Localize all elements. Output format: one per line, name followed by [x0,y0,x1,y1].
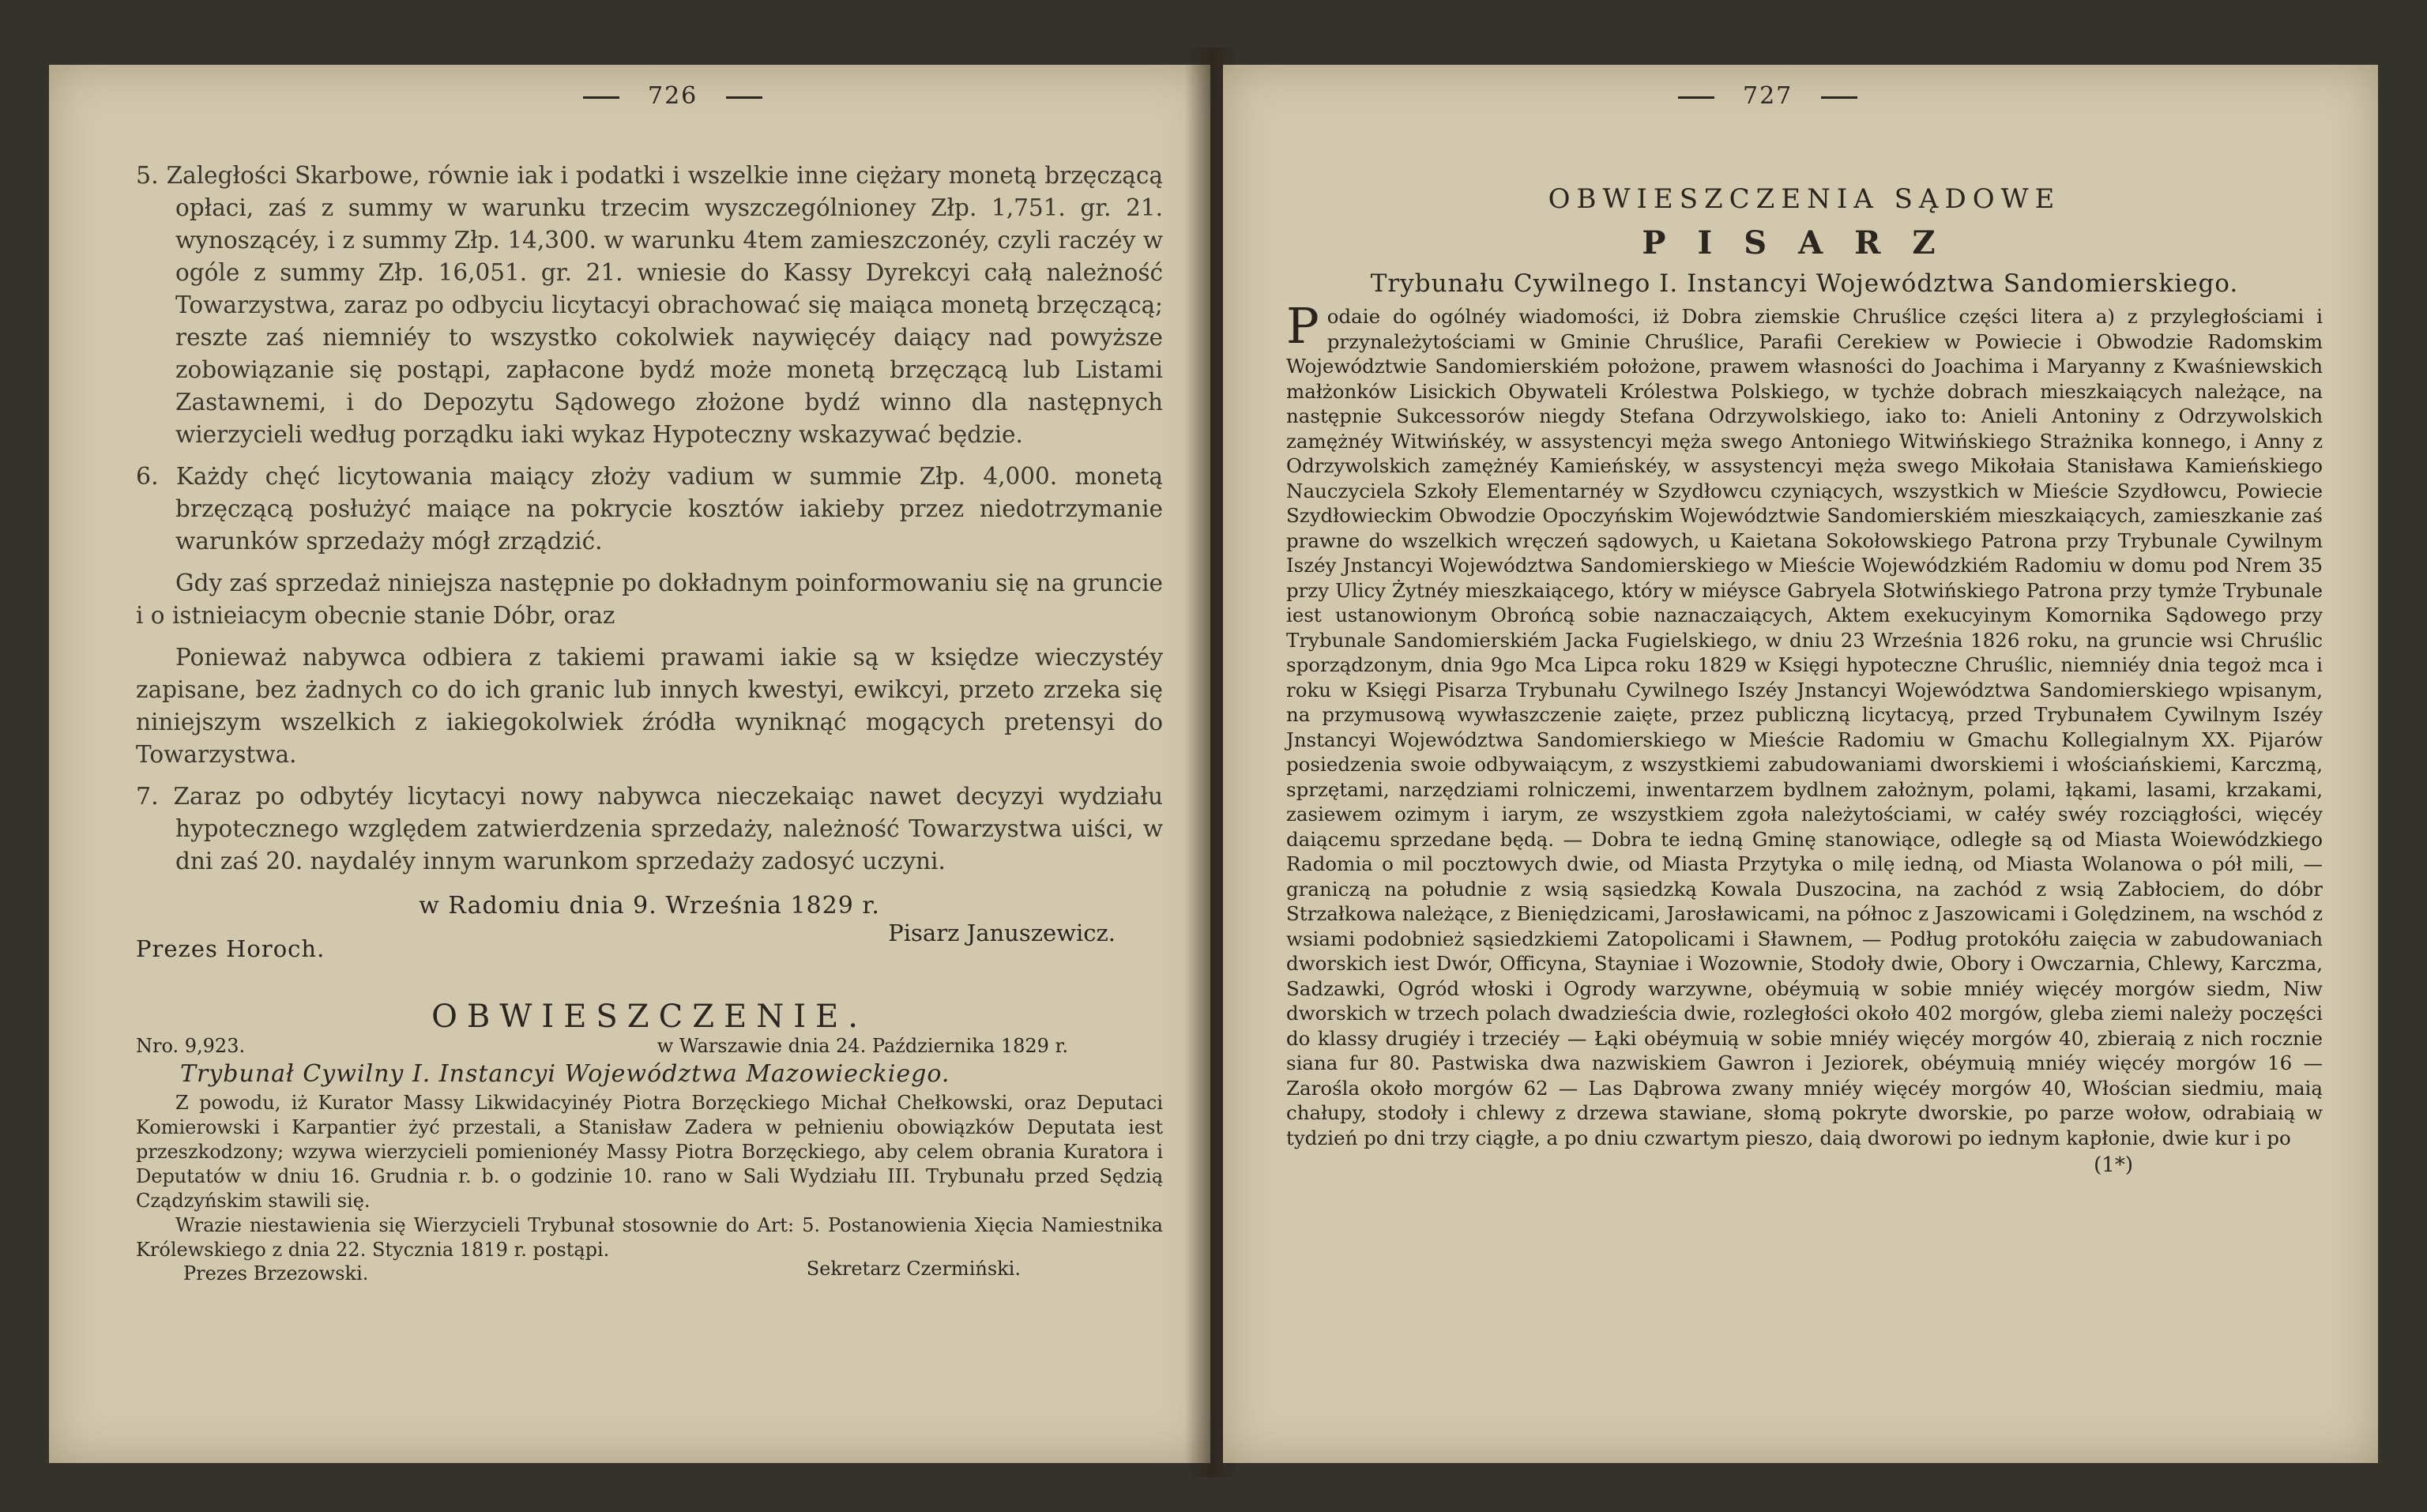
dash-decoration [726,96,762,99]
right-page-number [1650,82,1886,110]
right-page [1223,65,2378,1463]
notice-heading: OBWIESZCZENIE. [431,999,867,1035]
notice-header-line [136,1035,1163,1057]
signatures [136,920,1163,967]
right-column [1223,183,2378,1177]
signature-president: Prezes Horoch. [136,935,325,962]
dash-decoration [1821,96,1857,99]
notice-body-2: Wrazie niestawienia się Wierzycieli Trybunał stosownie do Art: 5. Postanowienia Xięcia Namiestnika Królewskiego z dnia 22. Stycznia 1819 r. postąpi. [136,1214,1163,1261]
paragraph-sale: Gdy zaś sprzedaż niniejsza następnie po dokładnym poinformowaniu się na gruncie i o istnieiacym obecnie stanie Dóbr, oraz [136,570,1163,629]
notice-signatures [136,1258,1163,1289]
paragraph-rights: Ponieważ nabywca odbiera z takiemi prawami iakie są w księdze wieczystéy zapisane, bez żadnych co do ich granic lub innych kwestyi, ewikcyi, przeto zrzeka się niniejszym wszelkich z iakiegokolwiek źródła wyniknąć mogących pretensyi do Towarzystwa. [136,644,1163,768]
item-text: Każdy chęć licytowania maiący złoży vadium w summie Złp. 4,000. monetą brzęczącą posłużyć maiące na pokrycie kosztów iakieby przez niedotrzymanie warunków sprzedaży mógł zrządzić. [175,463,1163,555]
item-text: Zaległości Skarbowe, równie iak i podatki i wszelkie inne ciężary monetą brzęczącą opłaci, zaś z summy w warunku trzecim wyszczególnioney Złp. 1,751. gr. 21. wynoszącéy, i z summy Złp. 14,300. w warunku 4tem zamieszczonéy, czyli raczéy w ogóle z summy Złp. 16,051. gr. 21. wniesie do Kassy Dyrekcyi całą należność Towarzystwa, zaraz po odbyciu licytacyi obrachować się maiąca monetą brzęczącą; reszte zaś niemniéy to wszystko cokolwiek naywięcéy daiący nad powyższe zobowiązanie się postąpi, zapłacone bydź może monetą brzęczącą lub Listami Zastawnemi, i do Depozytu Sądowego złożone bydź winno dla następnych wierzycieli według porządku iaki wykaz Hypoteczny wskazywać będzie. [166,162,1163,448]
left-column [49,160,1210,1289]
condition-item-6 [136,461,1163,558]
notice-signature-president: Prezes Brzezowski. [183,1262,369,1284]
item-number: 5. [136,162,159,190]
section-subheading: PISARZ [1642,224,1967,261]
left-page-number [555,82,791,110]
notice-dateline: w Warszawie dnia 24. Października 1829 r. [657,1035,1068,1057]
auction-notice-text: odaie do ogólnéy wiadomości, iż Dobra ziemskie Chruślice części litera a) z przyległościami i przynależytościami w Gminie Chruślice, Parafii Cerekiew w Powiecie i Obwodzie Radomskim Województwie Sandomierskiém położone, prawem własności do Joachima i Maryanny z Kwaśniewskich małżonków Lisickich Obywateli Królestwa Polskiego, w tychże dobrach mieszkaiących należące, na następnie Sukcessorów niegdy Stefana Odrzywolskiego, iako to: Anieli Antoniny z Odrzywolskich zamężnéy Witwińskéy, w assystencyi męża swego Antoniego Witwińskiego Strażnika konnego, i Anny z Odrzywolskich zamężnéy Kamieńskéy, w assystencyi męża swego Mikołaia Stanisława Kamieńskiego Nauczyciela Szkoły Elementarnéy w Szydłowcu czyniących, wszystkich w Mieście Szydłowcu, Powiecie Szydłowieckim Obwodzie Opoczyńskim Województwie Sandomierskiém mieszkaiących, zamieszkanie zaś prawne do wszelkich wręczeń sądowych, u Kaietana Sokołowskiego Patrona przy Trybunale Cywilnym Iszéy Jnstancyi Województwa Sandomierskiego w Mieście Wojewódzkiém Radomiu w domu pod Nrem 35 przy Ulicy Żytnéy mieszkaiącego, który w miéysce Gabryela Słotwińskiego Patrona przy tymże Trybunale iest ustanowionym Obrońcą sobie naznaczaiących, Aktem exekucyinym Komornika Sądowego przy Trybunale Sandomierskiém Jacka Fugielskiego, w dniu 23 Września 1826 roku, na gruncie wsi Chruślic sporządzonym, dnia 9go Mca Lipca roku 1829 w Księgi hypoteczne Chruślic, niemniéy dnia tegoż mca i roku w Księgi Pisarza Trybunału Cywilnego Iszéy Jnstancyi Województwa Sandomierskiego wpisanym, na przymusową wywłaszczenie zaięte, przez publiczną licytacyą, przed Trybunałem Cywilnym Iszéy Jnstancyi Województwa Sandomierskiego w Mieście Radomiu w Gmachu Kollegialnym XX. Pijarów posiedzenia swoie odbywaiącym, z wszystkiemi zabudowaniami dworskiemi i włościańskiemi, Karczmą, sprzętami, narzędziami rolniczemi, inwentarzem bydlnem założnym, polami, łąkami, lasami, krzakami, zasiewem ozimym i iarym, ze wszystkiem zgoła należytościami, w całéy swéy rozciągłości, więcéy daiącemu sprzedane będą. — Dobra te iedną Gminę stanowiące, odległe są od Miasta Woiewódzkiego Radomia o mil pocztowych dwie, od Miasta Przytyka o milę iedną, od Miasta Wolanowa o pół mili, — graniczą na południe z wsią sąsiedzką Kowala Duszocina, na zachód z wsią Zabłociem, do dóbr Strzałkowa należące, z Bieniędzicami, Jarosławicami, na północ z Jaszowicami i Golędzinem, na wschód z wsiami podobnież sąsiedzkiemi Zatopolicami i Sławnem, — Podług protokółu zaięcia w zabudowaniach dworskich iest Dwór, Officyna, Stayniae i Wozownie, Stodoły dwie, Obory i Owczarnia, Chlewy, Karczma, Sadzawki, Ogród włoski i Ogrody warzywne, obéymuią w sobie mniéy więcéy morgów siedm, Niw dworskich w trzech polach dwadzieścia dwie, rozległości około 402 morgów, gleba ziemi należy poczęści do klassy drugiéy i trzeciéy — Łąki obéymuią w sobie mniéy więcéy morgów 40, zbieraią z nich rocznie siana fur 80. Pastwiska dwa nazwiskiem Gawron i Jeziorek, obéymuią mniéy więcéy morgów 16 — Zarośla około morgów 62 — Las Dąbrowa zwany mniéy więcéy morgów 40, Włościan siedmiu, maią chałupy, stodoły i chlewy z drzewa stawiane, słomą pokryte dworskie, po parze wołow, odrabiaią w tydzień po dni trzy ciągłe, a po dniu czwartym pieszo, daią dworowi po iednym kapłonie, dwie kur i po [1286,305,2323,1149]
condition-item-5 [136,160,1163,451]
notice-signature-secretary: Sekretarz Czermiński. [806,1258,1021,1280]
dash-decoration [583,96,619,99]
notice-number: Nro. 9,923. [136,1035,246,1057]
drop-cap: P [1286,297,1319,355]
item-text: Zaraz po odbytéy licytacyi nowy nabywca nieczekaiąc nawet decyzyi wydziału hypotecznego względem zatwierdzenia sprzedaży, należność Towarzystwa uiści, w dni zaś 20. naydaléy innym warunkom sprzedaży zadosyć uczyni. [173,783,1163,874]
right-page-number-text: 727 [1743,82,1793,110]
signature-clerk: Pisarz Januszewicz. [888,920,1116,946]
sheet-signature-mark: (1*) [2094,1153,2133,1177]
court-name: Trybunału Cywilnego I. Instancyi Województwa Sandomierskiego. [1370,269,2239,298]
item-number: 6. [136,463,159,491]
left-page-number-text: 726 [648,82,698,110]
left-page [49,65,1210,1463]
auction-notice-body [1286,297,2323,1150]
section-heading: OBWIESZCZENIA SĄDOWE [1548,183,2061,215]
dash-decoration [1678,96,1714,99]
condition-item-7 [136,780,1163,878]
notice-body-1: Z powodu, iż Kurator Massy Likwidacyinéy Piotra Borzęckiego Michał Chełkowski, oraz Deputaci Komierowski i Karpantier żyć przestali, a Stanisław Zadera w pełnieniu obowiązków Deputata iest przeszkodzony; wzywa wierzycieli pomienionéy Massy Piotra Borzęckiego, aby celem obrania Kuratora i Deputatów w dniu 16. Grudnia r. b. o godzinie 10. rano w Sali Wydziału III. Trybunału przed Sędzią Cządzyńskim stawili się. [136,1092,1163,1212]
notice-court: Trybunał Cywilny I. Instancyi Województwa Mazowieckiego. [180,1060,950,1088]
item-number: 7. [136,783,159,811]
place-date: w Radomiu dnia 9. Września 1829 r. [419,892,880,920]
